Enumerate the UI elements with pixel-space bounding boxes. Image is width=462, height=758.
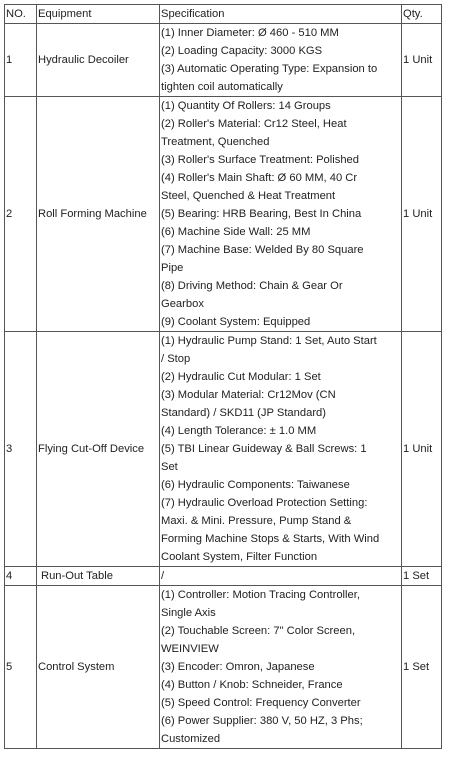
spec-line: Maxi. & Mini. Pressure, Pump Stand &	[161, 515, 352, 527]
quantity: 1 Unit	[402, 24, 442, 97]
spec-line: (3) Modular Material: Cr12Mov (CN	[161, 389, 336, 401]
spec-line: (1) Inner Diameter: Ø 460 - 510 MM	[161, 27, 339, 39]
table-body	[5, 24, 442, 749]
equipment-spec-table	[4, 4, 442, 749]
spec-line: (1) Hydraulic Pump Stand: 1 Set, Auto Start	[161, 335, 377, 347]
specification-cell	[160, 586, 402, 749]
spec-line: Gearbox	[161, 298, 204, 310]
spec-line: (8) Driving Method: Chain & Gear Or	[161, 280, 343, 292]
spec-line: Single Axis	[161, 607, 216, 619]
spec-line: Forming Machine Stops & Starts, With Wind	[161, 533, 380, 545]
spec-line: (5) TBI Linear Guideway & Ball Screws: 1	[161, 443, 367, 455]
table-row	[5, 586, 442, 749]
spec-line: (5) Bearing: HRB Bearing, Best In China	[161, 208, 362, 220]
spec-line: (9) Coolant System: Equipped	[161, 316, 311, 328]
table-row	[5, 332, 442, 567]
spec-line: (2) Roller's Material: Cr12 Steel, Heat	[161, 118, 347, 130]
spec-line: (7) Machine Base: Welded By 80 Square	[161, 244, 364, 256]
spec-line: (3) Encoder: Omron, Japanese	[161, 661, 315, 673]
equipment-name: Hydraulic Decoiler	[37, 24, 160, 97]
spec-line: Pipe	[161, 262, 184, 274]
spec-line: Steel, Quenched & Heat Treatment	[161, 190, 336, 202]
header-qty: Qty.	[402, 5, 442, 24]
spec-line: (2) Hydraulic Cut Modular: 1 Set	[161, 371, 321, 383]
spec-line: (2) Loading Capacity: 3000 KGS	[161, 45, 323, 57]
spec-line: (6) Hydraulic Components: Taiwanese	[161, 479, 350, 491]
spec-line: (4) Length Tolerance: ± 1.0 MM	[161, 425, 317, 437]
specification-cell	[160, 97, 402, 332]
spec-line: tighten coil automatically	[161, 81, 283, 93]
spec-line: (4) Roller's Main Shaft: Ø 60 MM, 40 Cr	[161, 172, 358, 184]
row-number: 4	[5, 567, 37, 586]
spec-line: (4) Button / Knob: Schneider, France	[161, 679, 343, 691]
row-number: 1	[5, 24, 37, 97]
specification-cell	[160, 24, 402, 97]
equipment-name: Roll Forming Machine	[37, 97, 160, 332]
table-row	[5, 24, 442, 97]
spec-line: Coolant System, Filter Function	[161, 551, 318, 563]
spec-line: Set	[161, 461, 178, 473]
spec-line: /	[161, 570, 165, 582]
spec-line: WEINVIEW	[161, 643, 219, 655]
spec-line: (1) Quantity Of Rollers: 14 Groups	[161, 100, 331, 112]
spec-line: (3) Automatic Operating Type: Expansion to	[161, 63, 378, 75]
table-row	[5, 97, 442, 332]
header-equipment: Equipment	[37, 5, 160, 24]
spec-line: (6) Machine Side Wall: 25 MM	[161, 226, 311, 238]
equipment-name: Run-Out Table	[37, 567, 160, 586]
spec-line: Treatment, Quenched	[161, 136, 270, 148]
equipment-name: Flying Cut-Off Device	[37, 332, 160, 567]
row-number: 2	[5, 97, 37, 332]
table-row	[5, 567, 442, 586]
spec-line: (1) Controller: Motion Tracing Controller,	[161, 589, 360, 601]
spec-line: (3) Roller's Surface Treatment: Polished	[161, 154, 359, 166]
quantity: 1 Unit	[402, 97, 442, 332]
quantity: 1 Unit	[402, 332, 442, 567]
quantity: 1 Set	[402, 586, 442, 749]
specification-cell	[160, 567, 402, 586]
spec-line: (7) Hydraulic Overload Protection Setting:	[161, 497, 368, 509]
spec-line: (2) Touchable Screen: 7" Color Screen,	[161, 625, 356, 637]
spec-line: (6) Power Supplier: 380 V, 50 HZ, 3 Phs;	[161, 715, 363, 727]
spec-line: (5) Speed Control: Frequency Converter	[161, 697, 361, 709]
header-no: NO.	[5, 5, 37, 24]
row-number: 3	[5, 332, 37, 567]
spec-line: Standard) / SKD11 (JP Standard)	[161, 407, 326, 419]
equipment-name: Control System	[37, 586, 160, 749]
specification-cell	[160, 332, 402, 567]
table-header-row	[5, 5, 442, 24]
spec-line: Customized	[161, 733, 221, 745]
row-number: 5	[5, 586, 37, 749]
header-specification: Specification	[160, 5, 402, 24]
spec-line: / Stop	[161, 353, 191, 365]
quantity: 1 Set	[402, 567, 442, 586]
